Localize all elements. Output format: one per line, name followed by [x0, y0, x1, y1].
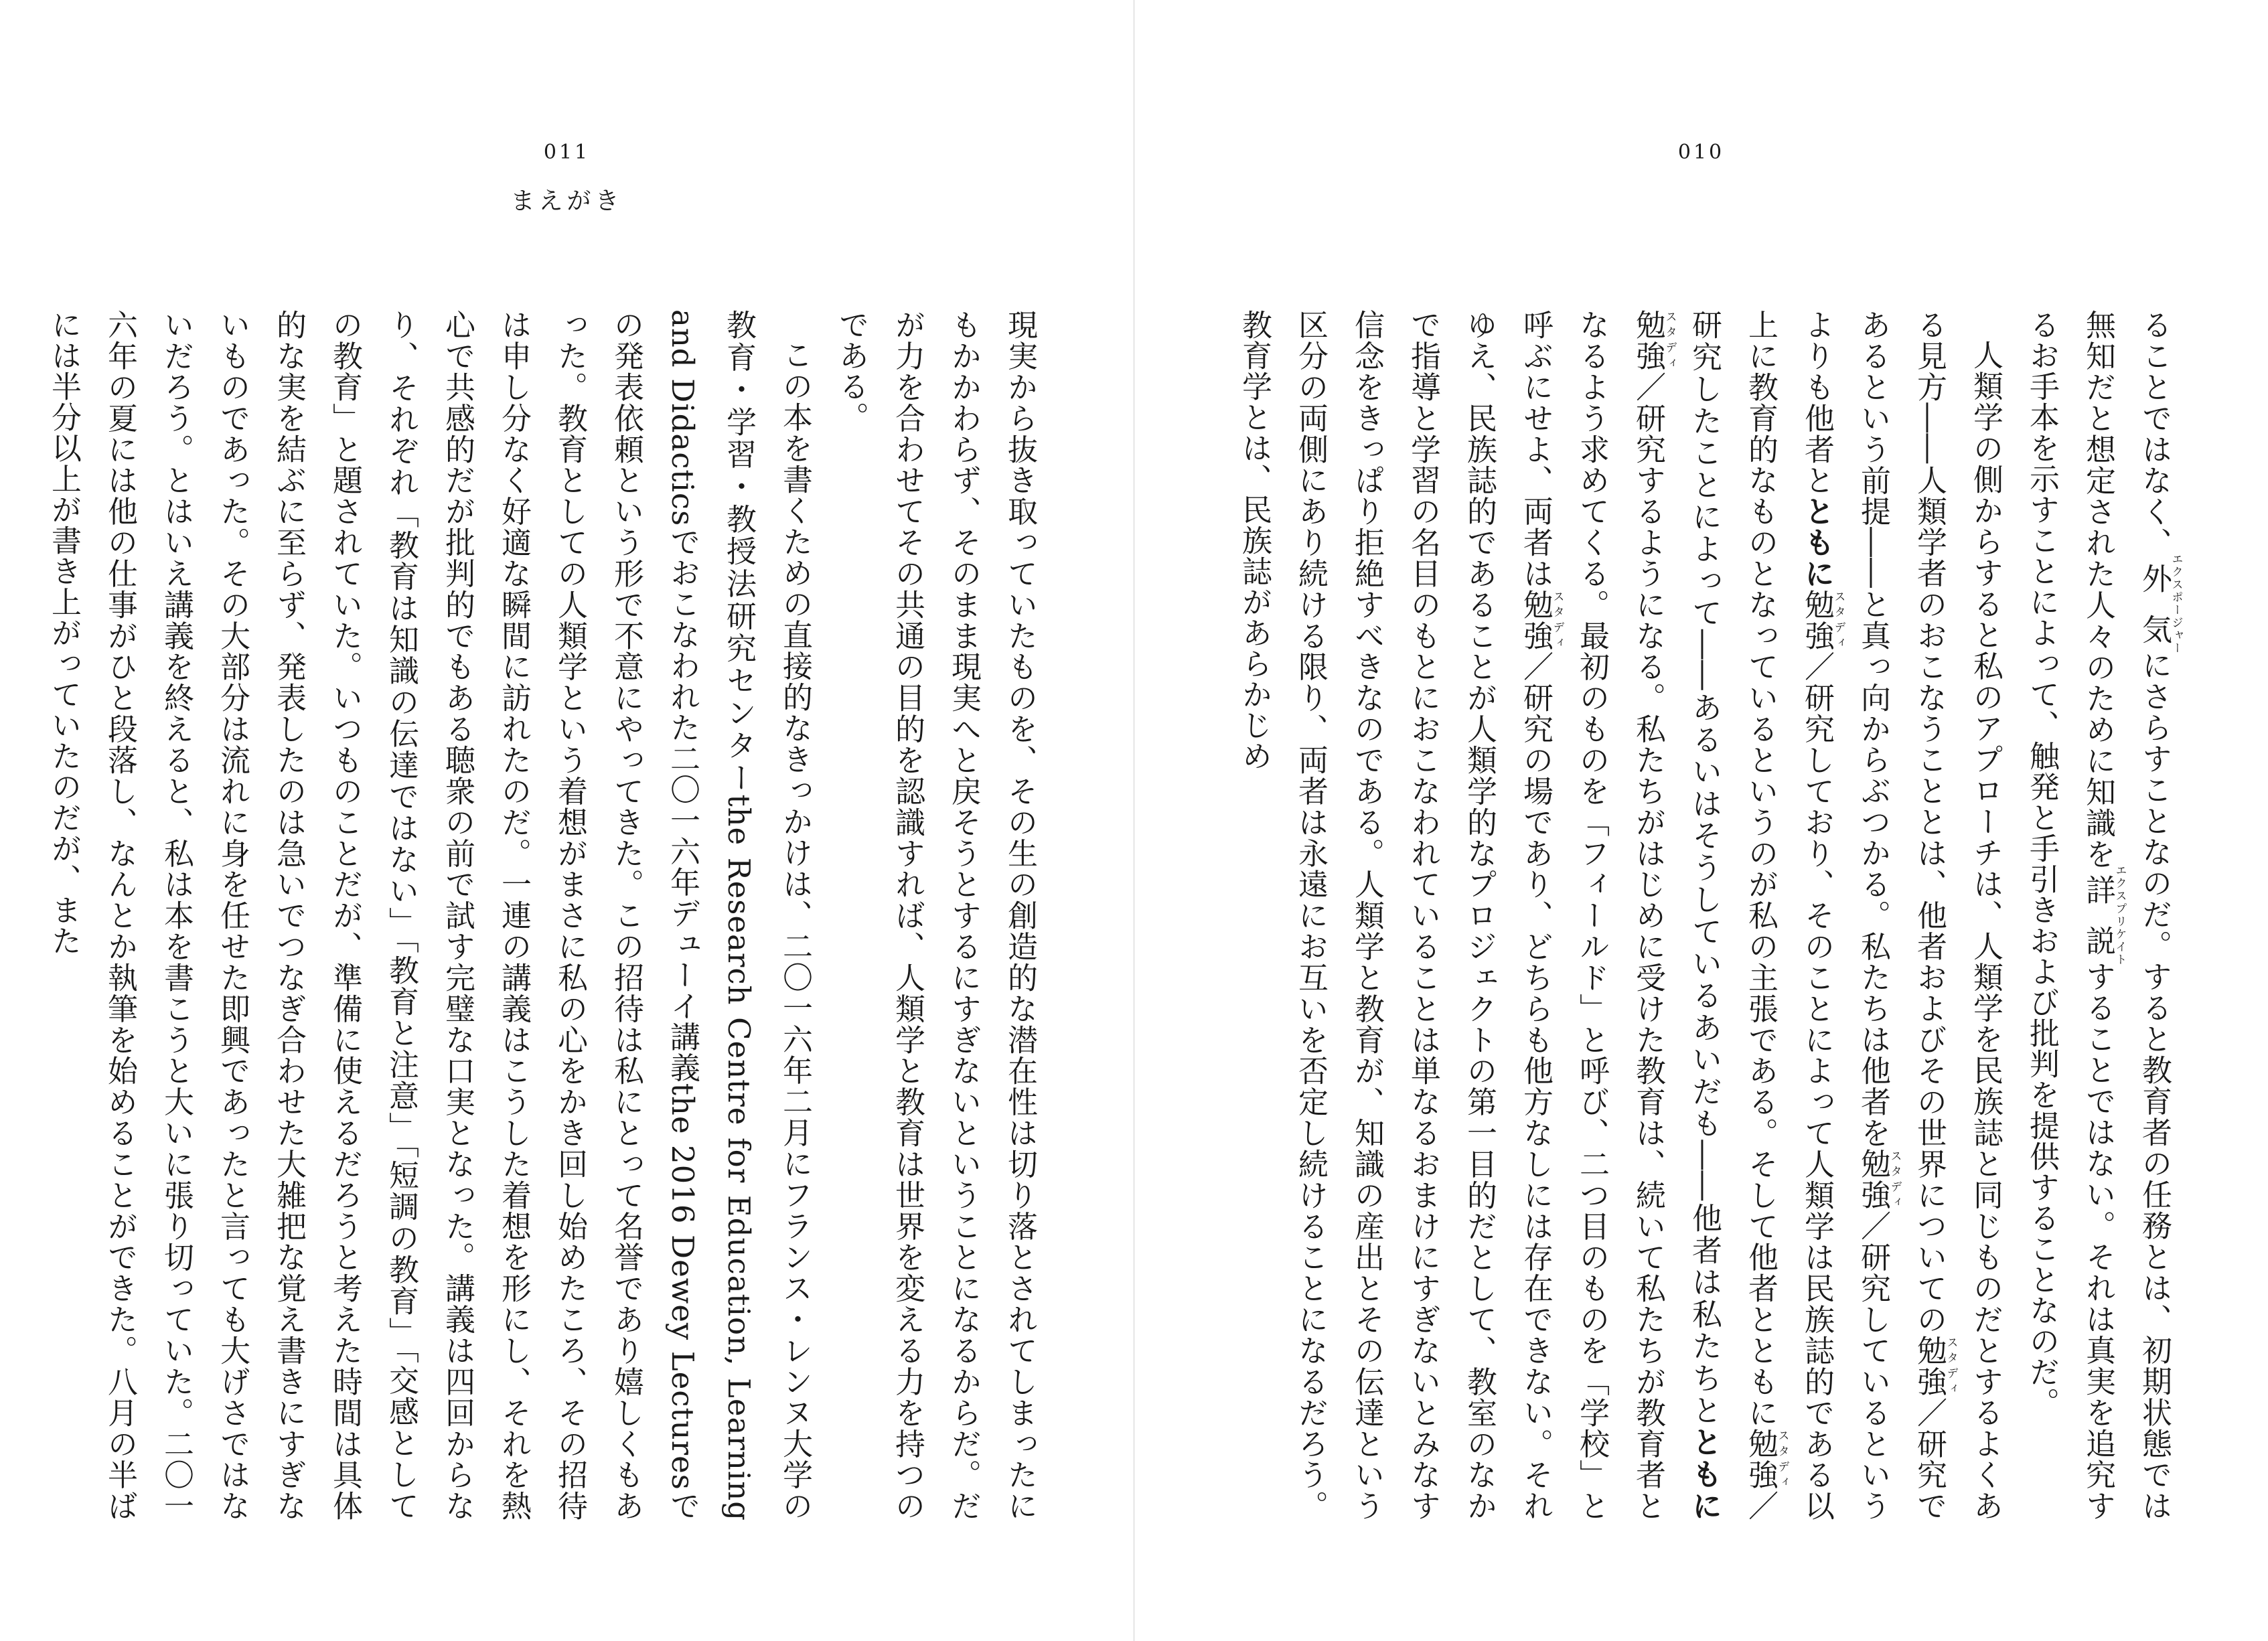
- paragraph: [1226, 309, 2014, 1521]
- ruby-text: スタディ: [1550, 589, 1564, 651]
- ruby-term: [1518, 589, 1564, 651]
- emphasis: ともに: [1687, 1426, 1722, 1522]
- ruby-text: スタディ: [1831, 589, 1845, 651]
- text-run: ／研究であるという前提――と真っ向からぶつかる。私たちは他者を: [1856, 309, 1947, 1522]
- ruby-term: [1799, 589, 1845, 651]
- page-number: 010: [1677, 141, 1725, 164]
- text-run: ／研究したことによって――あるいはそうしているあいだも――他者は私たちと: [1687, 309, 1779, 1522]
- term-base: 勉強: [1912, 1334, 1947, 1397]
- text-run: することではない。それは真実を追究するお手本を示すことによって、触発と手引きおよび批判を提供することなのだ。: [2024, 309, 2116, 1521]
- term-base: 詳説: [2081, 864, 2116, 966]
- text-run: 人類学の側からすると私のアプローチは、人類学を民族誌と同じものだとするよくある見方――人類学者のおこなうこととは、他者およびその世界についての: [1912, 309, 2004, 1521]
- ruby-text: スタディ: [1663, 309, 1677, 372]
- ruby-term: [1912, 1334, 1958, 1397]
- paragraph: この本を書くための直接的なきっかけは、二〇一六年二月にフランス・レンヌ大学の教育・学習・教授法研究センターthe Research Centre for Education, Learning and Didacticsでおこなわれた二〇一六年デューイ講義the 2016 Dewey Lecturesでの発表依頼という形で不意にやってきた。この招待は私にとって名誉であり嬉しくもあった。教育としての人類学という着想がまさに私の心をかき回し始めたころ、その招待は申し分なく好適な瞬間に訪れたのだ。一連の講義はこうした着想を形にし、それを熱心で共感的だが批判的でもある聴衆の前で試す完璧な口実となった。講義は四回からなり、それぞれ「教育は知識の伝達ではない」「教育と注意」「短調の教育」「交感としての教育」と題されていた。いつものことだが、準備に使えるだろうと考えた時間は具体的な実を結ぶに至らず、発表したのは急いでつなぎ合わせた大雑把な覚え書きにすぎないものであった。その大部分は流れに身を任せた即興であったと言っても大げさではないだろう。とはいえ講義を終えると、私は本を書こうと大いに張り切っていた。二〇一六年の夏には他の仕事がひと段落し、なんとか執筆を始めることができた。八月の半ばには半分以上が書き上がっていたのだが、また: [46, 309, 813, 1521]
- text-run: ／研究するようになる。私たちがはじめに受けた教育は、続いて私たちが教育者となるよう求めてくる。最初のものを「フィールド」と呼び、二つ目のものを「学校」と呼ぶにせよ、両者は: [1518, 309, 1666, 1522]
- page-010: [1134, 0, 2268, 1641]
- ruby-text: スタディ: [1944, 1334, 1958, 1397]
- text-run: ／研究の場であり、どちらも他方なしには存在できない。それゆえ、民族誌的であることが人類学的なプロジェクトの第一目的だとして、教室のなかで指導と学習の名目のもとにおこなわれていることは単なるおまけにすぎないとみなす信念をきっぱり拒絶すべきなのである。人類学と教育が、知識の産出とその伝達という区分の両側にあり続ける限り、両者は永遠にお互いを否定し続けることになるだろう。教育学とは、民族誌があらかじめ: [1237, 309, 1554, 1522]
- ruby-term: [1743, 1428, 1789, 1491]
- term-base: 外気: [2137, 553, 2172, 655]
- ruby-term: [1631, 309, 1677, 372]
- text-run: にさらすことなのだ。すると教育者の任務とは、初期状態では無知だと想定された人々のために知識を: [2081, 309, 2172, 1521]
- ruby-term: [1856, 1148, 1902, 1211]
- ruby-term: [2081, 864, 2127, 966]
- ruby-text: エクスポージャー: [2169, 553, 2183, 655]
- body-text: [1237, 309, 2183, 1522]
- text-run: ることではなく、: [2137, 309, 2172, 558]
- term-base: 勉強: [1799, 589, 1835, 651]
- paragraph: [2014, 309, 2182, 1521]
- text-run: ／研究しており、そのことによって人類学は民族誌的である以上に教育的なものとなっているというのが私の主張である。そして他者とともに: [1743, 309, 1835, 1522]
- body-text: [46, 309, 1048, 1521]
- paragraph: 現実から抜き取っていたものを、その生の創造的な潜在性は切り落とされてしまったにもかかわらず、そのまま現実へと戻そうとするにすぎないということになるからだ。だが力を合わせてその共通の目的を認識すれば、人類学と教育は世界を変える力を持つのである。: [834, 309, 1038, 1521]
- ruby-text: スタディ: [1775, 1428, 1789, 1490]
- term-base: 勉強: [1743, 1428, 1779, 1491]
- page-number: 011: [543, 141, 591, 164]
- term-base: 勉強: [1856, 1148, 1891, 1211]
- term-base: 勉強: [1518, 589, 1554, 651]
- emphasis: ともに: [1799, 495, 1835, 589]
- ruby-term: [2137, 553, 2183, 655]
- ruby-text: エクスプリケイト: [2113, 864, 2127, 966]
- term-base: 勉強: [1631, 309, 1666, 372]
- running-head: まえがき: [510, 187, 623, 215]
- ruby-text: スタディ: [1888, 1148, 1902, 1210]
- text-run: ／研究しているというよりも他者と: [1799, 309, 1891, 1522]
